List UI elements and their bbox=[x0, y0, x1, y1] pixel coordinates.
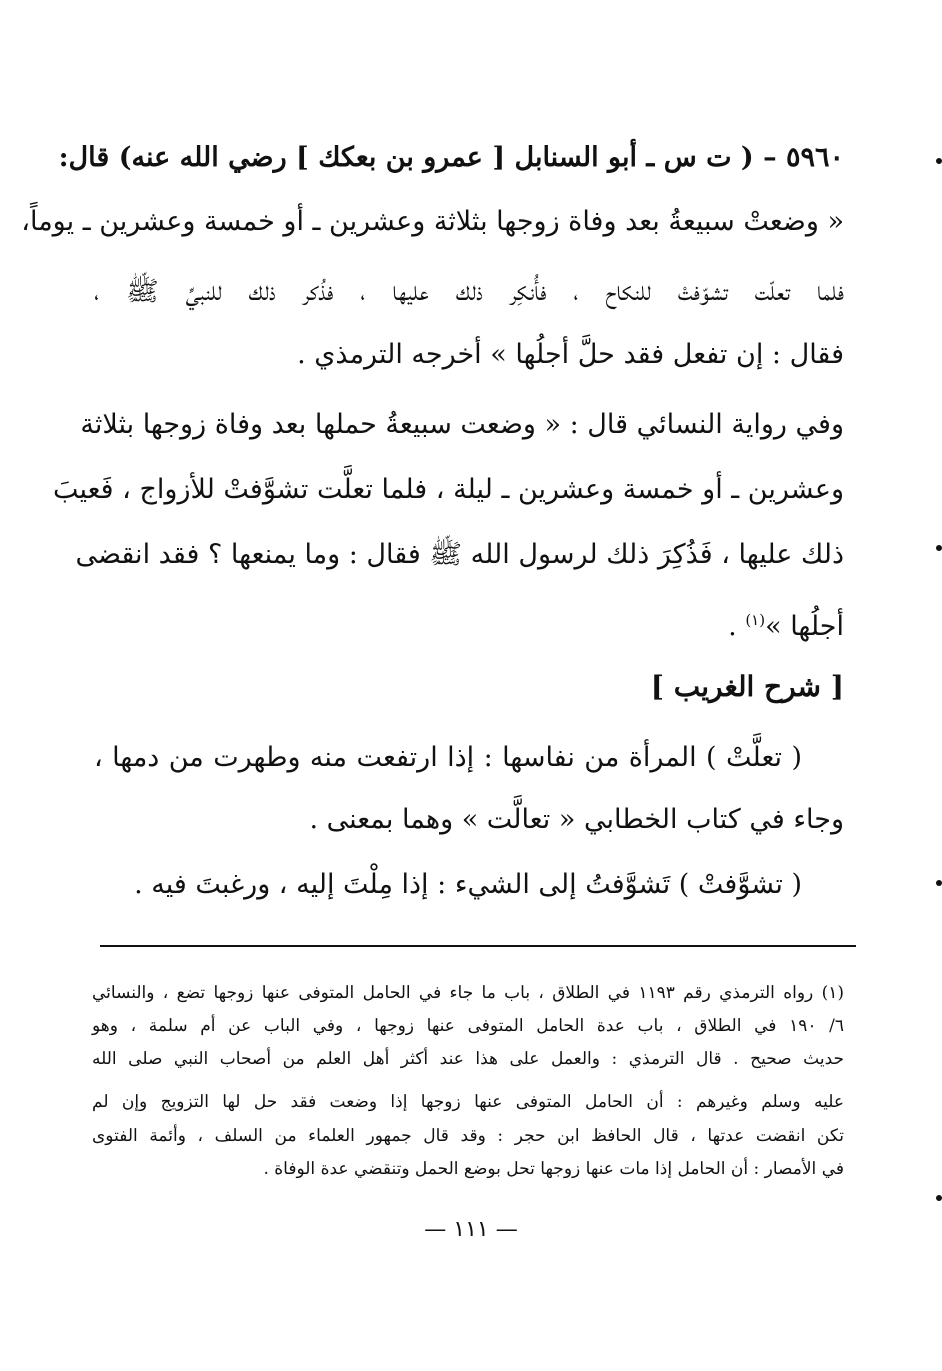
gharib-heading: [ شرح الغريب ] bbox=[650, 670, 844, 703]
nasai-line-2: وعشرين ـ أو خمسة وعشرين ـ ليلة ، فلما تعلَّت تشوَّفتْ للأزواج ، فَعيبَ bbox=[53, 474, 844, 505]
nasai-line-4 bbox=[94, 600, 844, 647]
footnote-line-3: حديث صحيح . قال الترمذي : والعمل على هذا عند أكثر أهل العلم من أصحاب النبي صلى الله bbox=[92, 1049, 844, 1069]
hadith-line-3: فلما تعلّت تشوّفتْ للنكاح ، فأُنكِر ذلك عليها ، فذُكر ذلك للنبيِّ ﷺ ، bbox=[94, 276, 844, 307]
footnote-line-1: (١) رواه الترمذي رقم ١١٩٣ في الطلاق ، باب ما جاء في الحامل المتوفى عنها زوجها تضع ، والنسائي bbox=[92, 983, 844, 1003]
hadith-line-2: « وضعتْ سبيعةُ بعد وفاة زوجها بثلاثة وعشرين ـ أو خمسة وعشرين ـ يوماً، bbox=[21, 206, 844, 237]
footnote-reference: (١) bbox=[745, 611, 766, 629]
page-number: — ١١١ — bbox=[424, 1217, 518, 1242]
nasai-line-4-text: أجلُها » bbox=[765, 611, 844, 642]
gharib-line-3: ( تشوَّفتْ ) تَشوَّفتُ إلى الشيء : إذا مِلْتَ إليه ، ورغبتَ فيه . bbox=[134, 869, 802, 900]
margin-dot bbox=[936, 545, 942, 551]
footnote-line-4: عليه وسلم وغيرهم : أن الحامل المتوفى عنها زوجها إذا وضعت فقد حل لها التزويج وإن لم bbox=[92, 1092, 844, 1112]
gharib-line-1: ( تعلَّتْ ) المرأة من نفاسها : إذا ارتفعت منه وطهرت من دمها ، bbox=[94, 742, 802, 773]
footnote-line-2: ٦/ ١٩٠ في الطلاق ، باب عدة الحامل المتوفى عنها زوجها ، وفي الباب عن أم سلمة ، وهو bbox=[92, 1016, 844, 1036]
margin-dot bbox=[936, 158, 942, 164]
nasai-line-3: ذلك عليها ، فَذُكِرَ ذلك لرسول الله ﷺ فقال : وما يمنعها ؟ فقد انقضى bbox=[75, 539, 844, 570]
footnote-line-5: تكن انقضت عدتها ، قال الحافظ ابن حجر : وقد قال جمهور العلماء من السلف ، وأئمة الفتوى bbox=[92, 1126, 844, 1146]
hadith-line-1: ٥٩٦٠ – ( ت س ـ أبو السنابل [ عمرو بن بعكك ] رضي الله عنه) قال: bbox=[58, 142, 844, 173]
footnote-line-6: في الأمصار : أن الحامل إذا مات عنها زوجها تحل بوضع الحمل وتنقضي عدة الوفاة . bbox=[263, 1159, 844, 1179]
margin-dot bbox=[936, 880, 942, 886]
margin-dot bbox=[936, 1195, 942, 1201]
nasai-end-mark: . bbox=[728, 611, 737, 642]
footnote-separator bbox=[100, 945, 856, 947]
hadith-line-4: فقال : إن تفعل فقد حلَّ أجلُها » أخرجه الترمذي . bbox=[297, 339, 844, 370]
gharib-line-2: وجاء في كتاب الخطابي « تعالَّت » وهما بمعنى . bbox=[309, 804, 844, 835]
nasai-line-1: وفي رواية النسائي قال : « وضعت سبيعةُ حملها بعد وفاة زوجها بثلاثة bbox=[80, 409, 844, 440]
